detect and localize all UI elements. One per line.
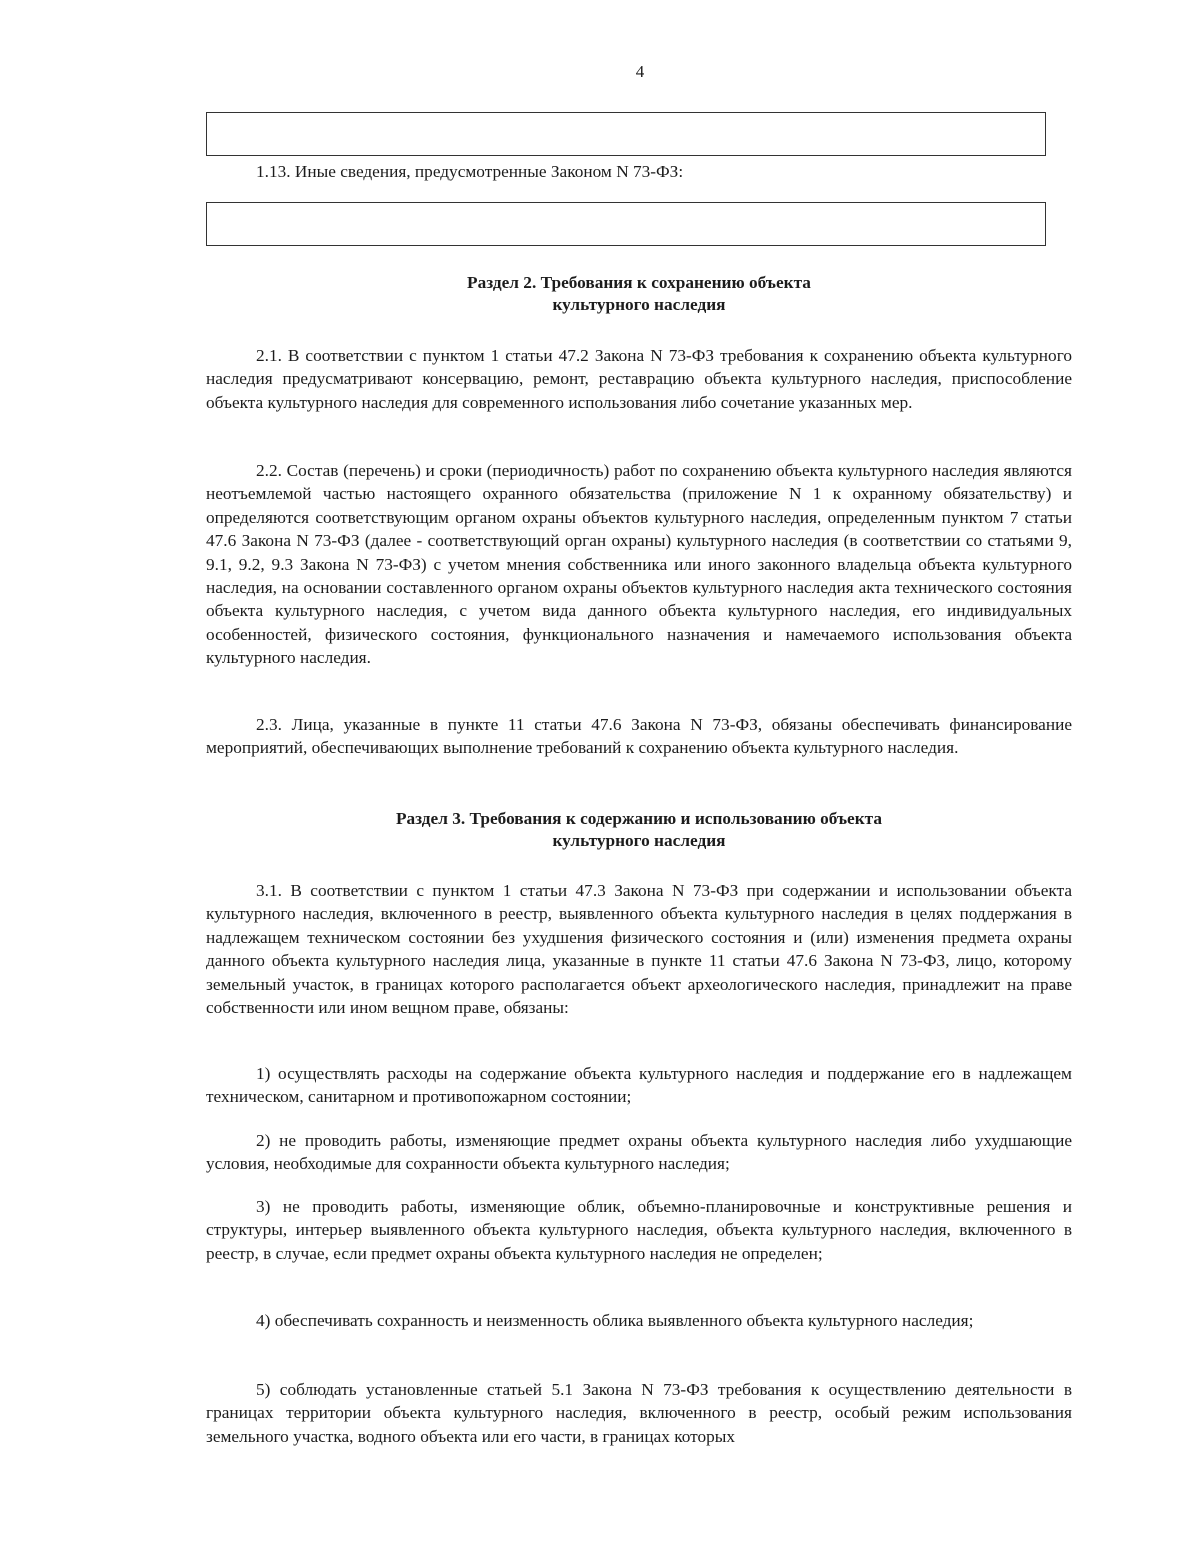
list-item-4: 4) обеспечивать сохранность и неизменность облика выявленного объекта культурного наследия;: [256, 1311, 974, 1330]
section-3-heading-line-2: культурного наследия: [552, 831, 726, 850]
section-2-heading: [206, 272, 1072, 316]
list-item-1: 1) осуществлять расходы на содержание объекта культурного наследия и поддержание его в надлежащем техническом, санитарном и противопожарном состоянии;: [206, 1064, 1072, 1107]
paragraph-2-2: 2.2. Состав (перечень) и сроки (периодичность) работ по сохранению объекта культурного наследия являются неотъемлемой частью настоящего охранного обязательства (приложение N 1 к охранному обязательству) и определяются соответствующим органом охраны объектов культурного наследия, определенным пунктом 7 статьи 47.6 Закона N 73-ФЗ (далее - соответствующий орган охраны) культурного наследия (в соответствии со статьями 9, 9.1, 9.2, 9.3 Закона N 73-ФЗ) с учетом мнения собственника или иного законного владельца объекта культурного наследия, на основании составленного органом охраны объектов культурного наследия акта технического состояния объекта культурного наследия, с учетом вида данного объекта культурного наследия, его индивидуальных особенностей, физического состояния, функционального назначения и намечаемого использования объекта культурного наследия.: [206, 461, 1072, 668]
empty-field-box-1-13: [206, 202, 1046, 246]
list-item-5: 5) соблюдать установленные статьей 5.1 Закона N 73-ФЗ требования к осуществлению деятельности в границах территории объекта культурного наследия, включенного в реестр, особый режим использования земельного участка, водного объекта или его части, в границах которых: [206, 1380, 1072, 1446]
item-1-13-label: 1.13. Иные сведения, предусмотренные Законом N 73-ФЗ:: [256, 162, 684, 181]
section-3-heading-line-1: Раздел 3. Требования к содержанию и использованию объекта: [395, 809, 883, 828]
empty-field-box-1-12: [206, 112, 1046, 156]
paragraph-3-1: 3.1. В соответствии с пунктом 1 статьи 47.3 Закона N 73-ФЗ при содержании и использовании объекта культурного наследия, включенного в реестр, выявленного объекта культурного наследия в целях поддержания в надлежащем техническом состоянии без ухудшения физического состояния и (или) изменения предмета охраны данного объекта культурного наследия лица, указанные в пункте 11 статьи 47.6 Закона N 73-ФЗ, лицо, которому земельный участок, в границах которого располагается объект археологического наследия, принадлежит на праве собственности или ином вещном праве, обязаны:: [206, 881, 1072, 1018]
page-number: 4: [635, 62, 645, 81]
section-2-heading-line-2: культурного наследия: [552, 295, 726, 314]
section-2-heading-line-1: Раздел 2. Требования к сохранению объекта: [467, 273, 811, 292]
paragraph-2-3: 2.3. Лица, указанные в пункте 11 статьи 47.6 Закона N 73-ФЗ, обязаны обеспечивать финансирование мероприятий, обеспечивающих выполнение требований к сохранению объекта культурного наследия.: [206, 715, 1072, 758]
list-item-3: 3) не проводить работы, изменяющие облик, объемно-планировочные и конструктивные решения и структуры, интерьер выявленного объекта культурного наследия, объекта культурного наследия, включенного в реестр, в случае, если предмет охраны объекта культурного наследия не определен;: [206, 1197, 1072, 1263]
section-3-heading: [206, 808, 1072, 852]
list-item-2: 2) не проводить работы, изменяющие предмет охраны объекта культурного наследия либо ухудшающие условия, необходимые для сохранности объекта культурного наследия;: [206, 1131, 1072, 1174]
paragraph-2-1: 2.1. В соответствии с пунктом 1 статьи 47.2 Закона N 73-ФЗ требования к сохранению объекта культурного наследия предусматривают консервацию, ремонт, реставрацию объекта культурного наследия, приспособление объекта культурного наследия для современного использования либо сочетание указанных мер.: [206, 346, 1072, 412]
